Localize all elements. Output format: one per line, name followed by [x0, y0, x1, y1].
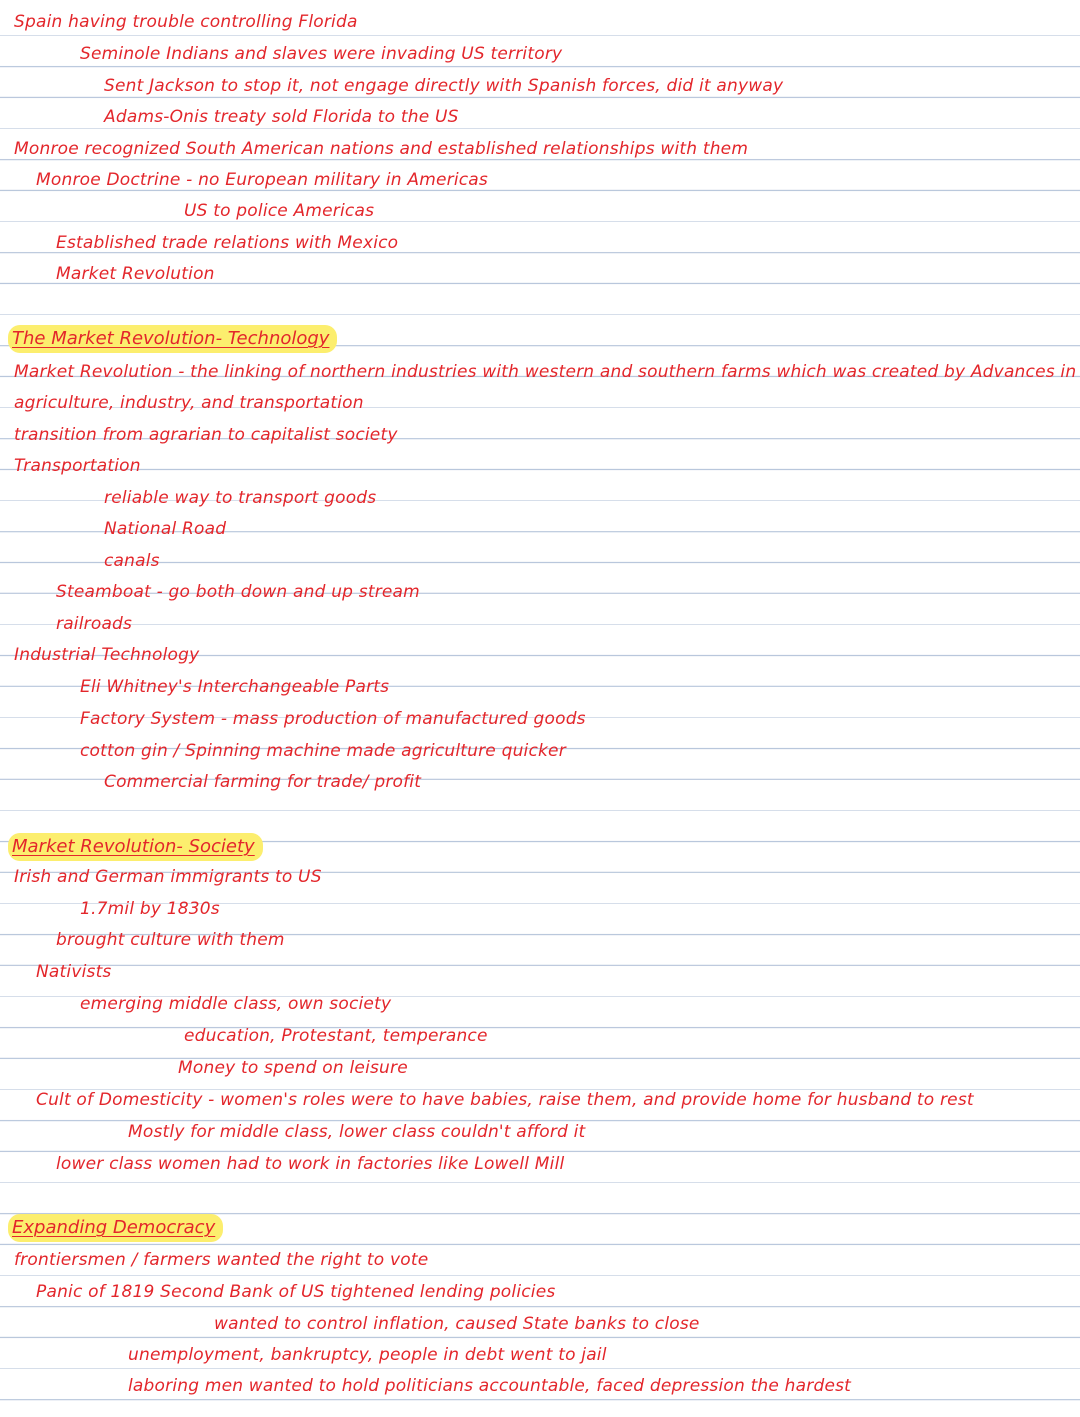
note-line: Monroe recognized South American nations and established relationships with them	[14, 139, 749, 159]
section-heading	[8, 833, 263, 861]
note-line: Eli Whitney's Interchangeable Parts	[80, 677, 390, 697]
note-line: laboring men wanted to hold politicians accountable, faced depression the hardest	[128, 1376, 852, 1396]
note-line: Sent Jackson to stop it, not engage directly with Spanish forces, did it anyway	[104, 76, 784, 96]
note-line: Irish and German immigrants to US	[14, 867, 322, 887]
note-line: unemployment, bankruptcy, people in debt went to jail	[128, 1345, 607, 1365]
section-heading-text: The Market Revolution- Technology	[12, 328, 330, 349]
note-line: 1.7mil by 1830s	[80, 899, 220, 919]
note-line: Market Revolution	[56, 264, 215, 284]
note-line: Market Revolution - the linking of northern industries with western and southern farms which was created by Advances in	[14, 362, 1077, 382]
note-line: agriculture, industry, and transportation	[14, 393, 364, 413]
note-line: Nativists	[36, 962, 112, 982]
note-line: emerging middle class, own society	[80, 994, 392, 1014]
note-line: brought culture with them	[56, 930, 285, 950]
note-line: Cult of Domesticity - women's roles were to have babies, raise them, and provide home for husband to rest	[36, 1090, 974, 1110]
note-line: Monroe Doctrine - no European military in Americas	[36, 170, 488, 190]
note-line: Panic of 1819 Second Bank of US tightened lending policies	[36, 1282, 556, 1302]
note-line: frontiersmen / farmers wanted the right to vote	[14, 1250, 429, 1270]
note-line: transition from agrarian to capitalist society	[14, 425, 398, 445]
section-heading	[8, 1214, 223, 1242]
note-line: railroads	[56, 614, 133, 634]
note-line: Mostly for middle class, lower class couldn't afford it	[128, 1122, 586, 1142]
note-line: Transportation	[14, 456, 141, 476]
section-heading-text: Market Revolution- Society	[12, 836, 255, 857]
note-line: wanted to control inflation, caused State banks to close	[214, 1314, 700, 1334]
note-line: Commercial farming for trade/ profit	[104, 772, 422, 792]
note-line: Established trade relations with Mexico	[56, 233, 399, 253]
section-heading-text: Expanding Democracy	[12, 1217, 216, 1238]
note-line: canals	[104, 551, 160, 571]
note-line: lower class women had to work in factories like Lowell Mill	[56, 1154, 565, 1174]
note-line: US to police Americas	[184, 201, 375, 221]
note-line: Steamboat - go both down and up stream	[56, 582, 420, 602]
note-line: Seminole Indians and slaves were invading US territory	[80, 44, 563, 64]
note-line: education, Protestant, temperance	[184, 1026, 488, 1046]
note-line: reliable way to transport goods	[104, 488, 377, 508]
note-line: Spain having trouble controlling Florida	[14, 12, 358, 32]
note-line: National Road	[104, 519, 227, 539]
note-line: Factory System - mass production of manufactured goods	[80, 709, 586, 729]
note-line: cotton gin / Spinning machine made agriculture quicker	[80, 741, 566, 761]
note-line: Adams-Onis treaty sold Florida to the US	[104, 107, 459, 127]
section-heading	[8, 325, 337, 353]
note-line: Industrial Technology	[14, 645, 200, 665]
note-line: Money to spend on leisure	[178, 1058, 408, 1078]
